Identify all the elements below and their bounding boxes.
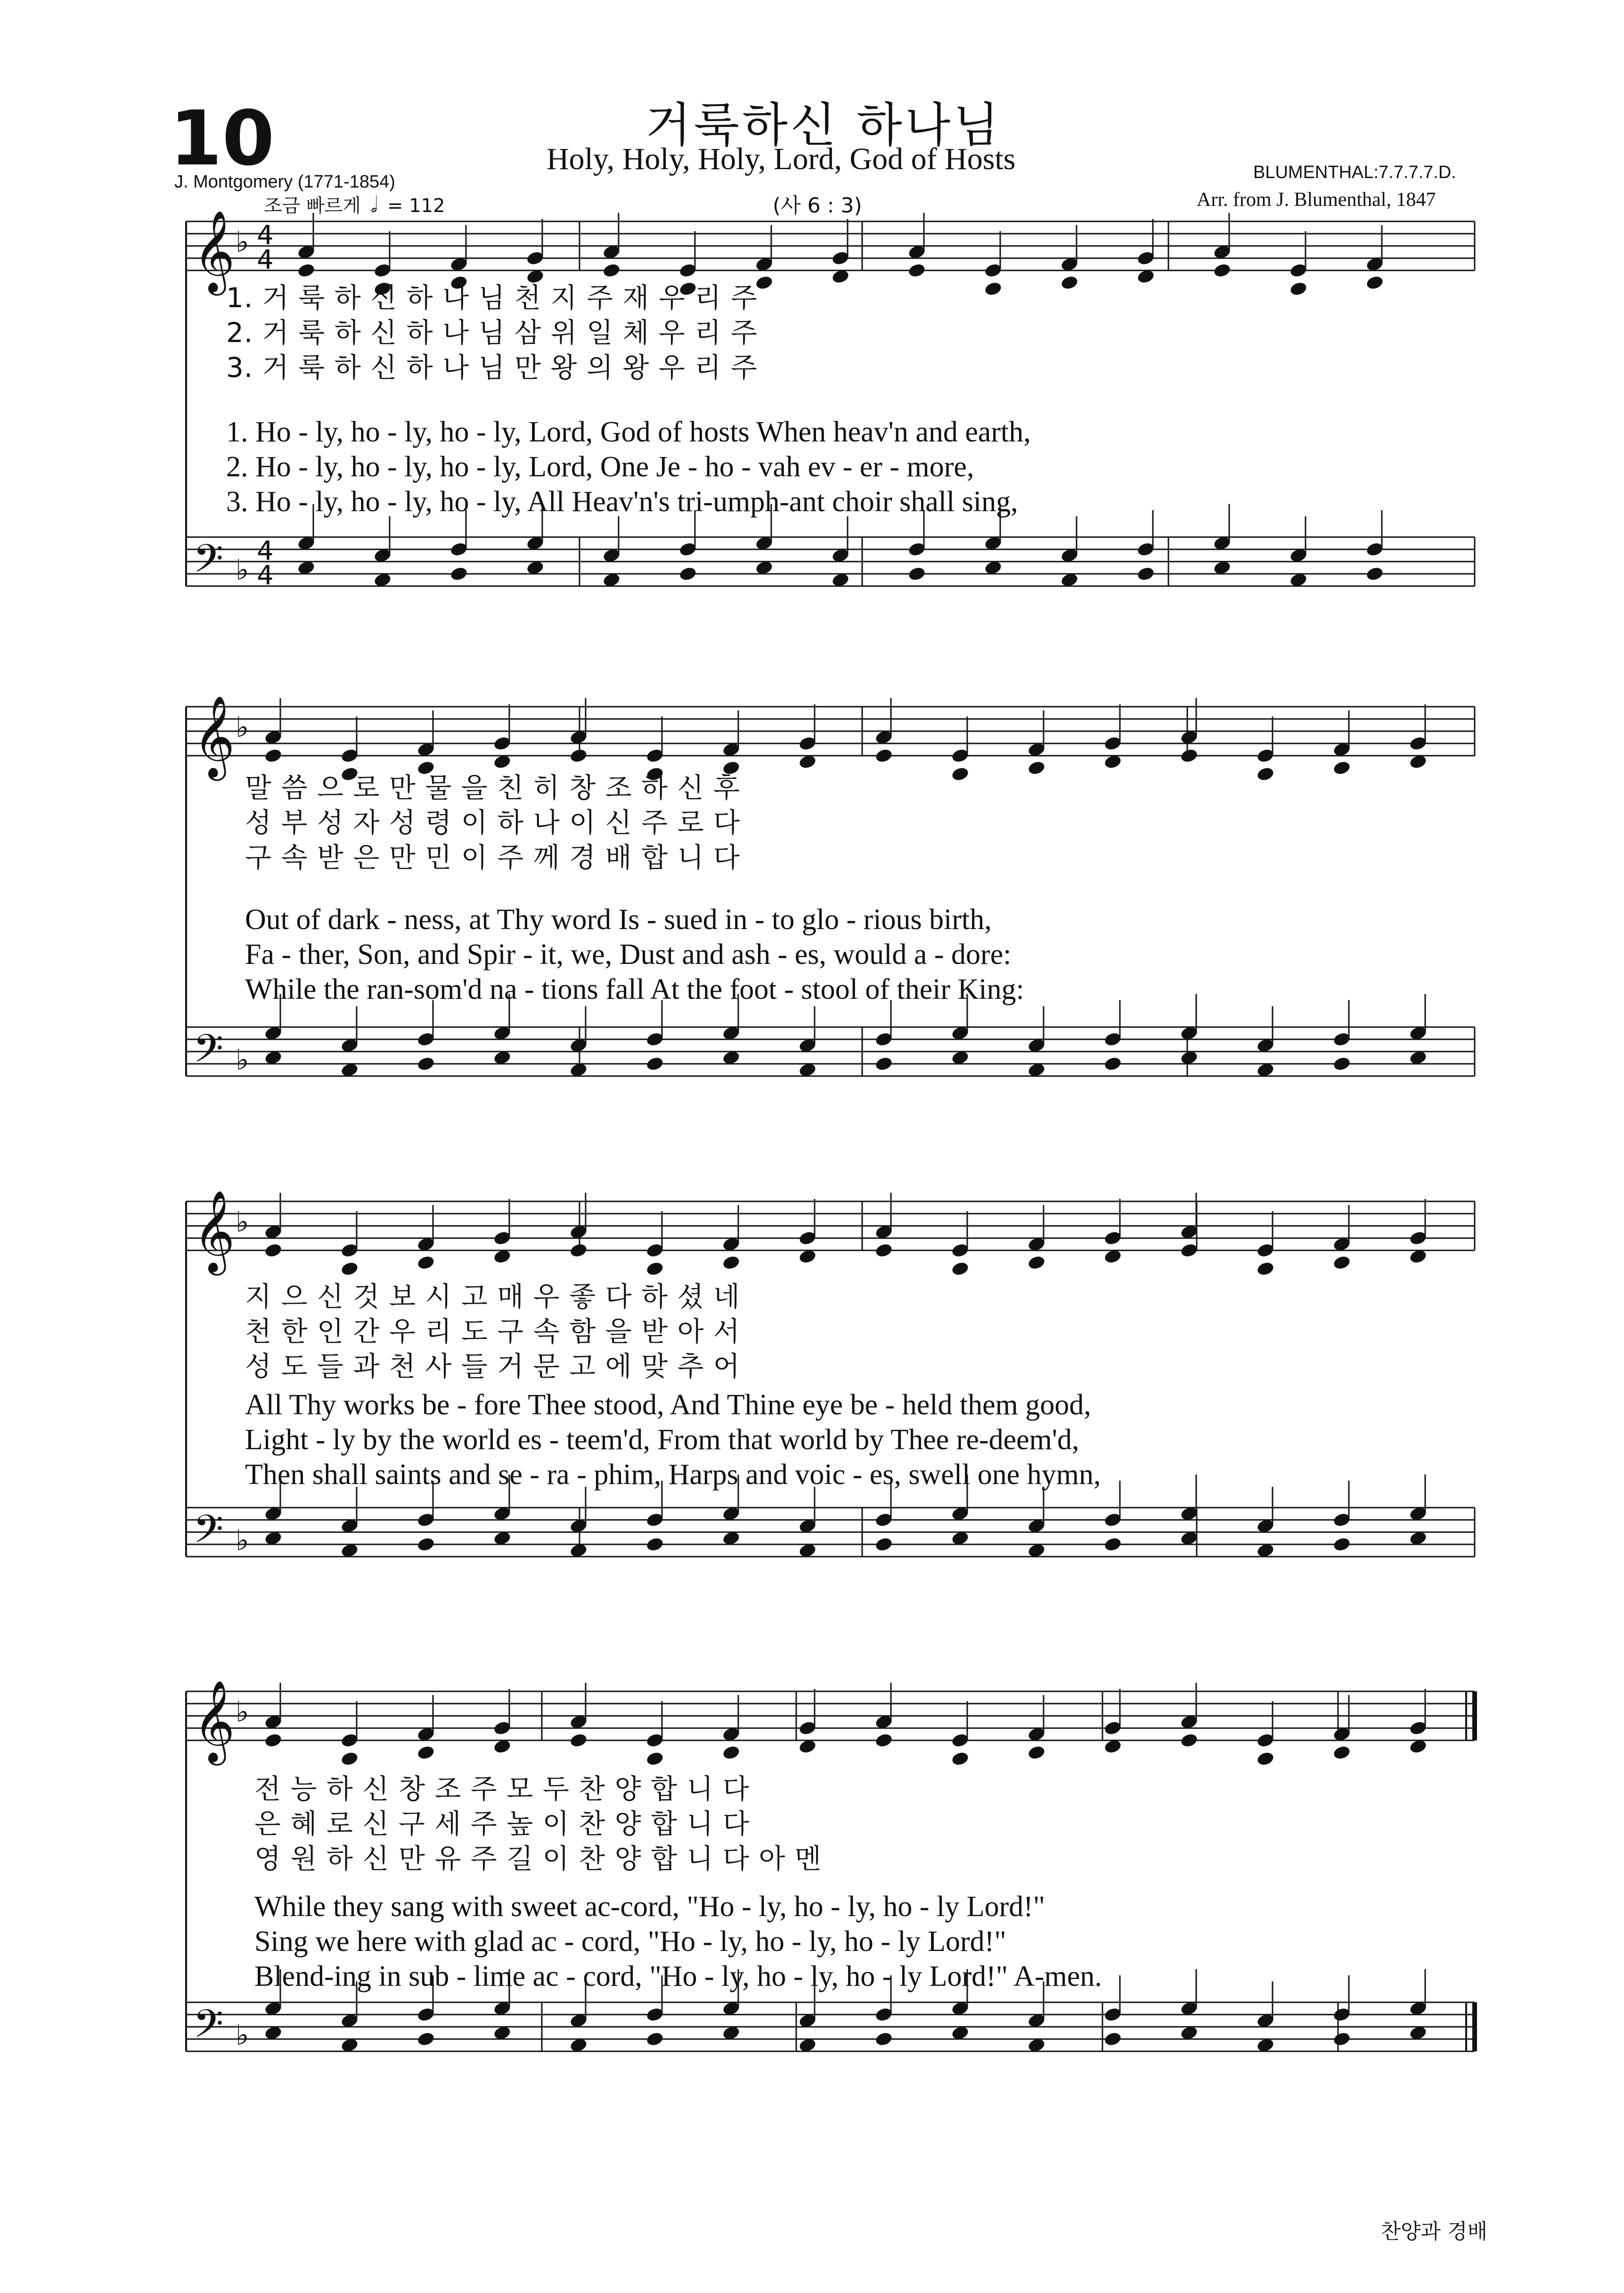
treble-notehead <box>1180 1732 1199 1748</box>
scripture-reference: (사 6 : 3) <box>773 194 862 218</box>
english-title: Holy, Holy, Holy, Lord, God of Hosts <box>547 142 1016 176</box>
bass-notehead <box>449 566 468 582</box>
source-footer: 찬양과 경배 <box>1380 2220 1487 2244</box>
bass-notehead <box>1136 566 1155 582</box>
flat-key-signature-icon: ♭ <box>236 1044 249 1077</box>
bass-notehead <box>645 1056 664 1072</box>
treble-notehead <box>416 1745 435 1761</box>
korean-lyrics-system-4 <box>254 1771 822 1876</box>
bass-notehead <box>1365 566 1384 582</box>
treble-notehead <box>1256 1751 1275 1767</box>
bass-clef-icon: 𝄢 <box>193 2001 224 2056</box>
english-lyrics-system-2 <box>245 902 1024 1007</box>
korean-lyrics-system-3 <box>245 1279 740 1384</box>
treble-notehead <box>907 262 926 278</box>
bass-notehead <box>416 2031 435 2047</box>
treble-clef-icon: 𝄞 <box>193 695 235 777</box>
treble-notehead <box>1180 1242 1199 1258</box>
bass-notehead <box>874 2031 893 2047</box>
korean-verse-line: 전 능 하 신 창 조 주 모 두 찬 양 합 니 다 <box>254 1773 750 1805</box>
treble-notehead <box>645 1751 664 1767</box>
treble-notehead <box>264 1242 283 1258</box>
english-verse-line: Fa - ther, Son, and Spir - it, we, Dust and ash - es, would a - dore: <box>245 938 1012 971</box>
english-lyrics-system-3 <box>245 1387 1101 1492</box>
korean-lyrics-system-1 <box>226 280 758 385</box>
treble-notehead <box>1256 1261 1275 1277</box>
flat-key-signature-icon: ♭ <box>236 1206 249 1239</box>
english-verse-line: Then shall saints and se - ra - phim, Harps and voic - es, swell one hymn, <box>245 1459 1101 1491</box>
english-verse-line: 3. Ho - ly, ho - ly, ho - ly, All Heav'n's tri-umph-ant choir shall sing, <box>226 486 1018 518</box>
treble-notehead <box>1213 262 1232 278</box>
tempo-text: 조금 빠르게 <box>264 195 361 217</box>
tune-name: BLUMENTHAL:7.7.7.7.D. <box>1253 163 1456 182</box>
korean-lyrics-system-2 <box>245 770 740 875</box>
treble-notehead <box>1332 1255 1351 1271</box>
treble-notehead <box>569 1242 588 1258</box>
flat-key-signature-icon: ♭ <box>236 1524 249 1557</box>
bass-clef-icon: 𝄢 <box>193 1026 224 1081</box>
korean-verse-line: 구 속 받 은 만 민 이 주 께 경 배 합 니 다 <box>245 841 741 873</box>
treble-notehead <box>1180 748 1199 764</box>
english-verse-line: Out of dark - ness, at Thy word Is - sued in - to glo - rious birth, <box>245 904 992 936</box>
korean-verse-line: 은 혜 로 신 구 세 주 높 이 찬 양 합 니 다 <box>254 1808 750 1840</box>
bass-notehead <box>907 566 926 582</box>
flat-key-signature-icon: ♭ <box>236 226 249 259</box>
bass-clef-icon: 𝄢 <box>193 1506 224 1561</box>
treble-notehead <box>722 1255 741 1271</box>
hymn-number: 10 <box>170 94 275 182</box>
english-verse-line: All Thy works be - fore Thee stood, And Thine eye be - held them good, <box>245 1389 1091 1421</box>
time-signature-icon: 4 <box>257 560 274 591</box>
english-verse-line: Light - ly by the world es - teem'd, From that world by Thee re-deem'd, <box>245 1424 1079 1456</box>
bass-notehead <box>874 1536 893 1552</box>
treble-clef-icon: 𝄞 <box>193 1680 235 1762</box>
bass-notehead <box>678 566 697 582</box>
bass-notehead <box>874 1056 893 1072</box>
treble-notehead <box>416 1255 435 1271</box>
treble-notehead <box>1027 1745 1046 1761</box>
arranger-credit: Arr. from J. Blumenthal, 1847 <box>1197 189 1436 211</box>
korean-verse-line: 지 으 신 것 보 시 고 매 우 좋 다 하 셨 네 <box>245 1281 741 1313</box>
treble-notehead <box>569 748 588 764</box>
treble-notehead <box>1027 760 1046 776</box>
treble-notehead <box>755 275 774 291</box>
english-verse-line: While they sang with sweet ac-cord, "Ho - ly, ho - ly, ho - ly Lord!" <box>254 1891 1045 1923</box>
bass-notehead <box>1103 1536 1122 1552</box>
treble-notehead <box>984 281 1003 297</box>
bass-notehead <box>416 1536 435 1552</box>
english-verse-line: 2. Ho - ly, ho - ly, ho - ly, Lord, One Je - ho - vah ev - er - more, <box>226 451 974 483</box>
treble-notehead <box>874 748 893 764</box>
treble-notehead <box>1027 1255 1046 1271</box>
korean-verse-line: 성 도 들 과 천 사 들 거 문 고 에 맞 추 어 <box>245 1350 741 1382</box>
bass-notehead <box>1332 2031 1351 2047</box>
english-verse-line: While the ran-som'd na - tions fall At the foot - stool of their King: <box>245 973 1024 1005</box>
english-lyrics-system-4 <box>254 1889 1102 1994</box>
bass-notehead <box>1332 1056 1351 1072</box>
treble-clef-icon: 𝄞 <box>193 1190 235 1272</box>
author-credit: J. Montgomery (1771-1854) <box>174 172 395 192</box>
treble-notehead <box>602 262 621 278</box>
korean-verse-line: 영 원 하 신 만 유 주 길 이 찬 양 합 니 다 아 멘 <box>254 1843 822 1875</box>
flat-key-signature-icon: ♭ <box>236 554 249 587</box>
treble-notehead <box>264 748 283 764</box>
treble-notehead <box>297 262 316 278</box>
english-lyrics-system-1 <box>226 415 1031 519</box>
treble-notehead <box>569 1732 588 1748</box>
bass-clef-icon: 𝄢 <box>193 536 224 591</box>
treble-notehead <box>264 1732 283 1748</box>
treble-notehead <box>1332 760 1351 776</box>
treble-notehead <box>874 1242 893 1258</box>
flat-key-signature-icon: ♭ <box>236 1696 249 1729</box>
korean-verse-line: 2. 거 룩 하 신 하 나 님 삼 위 일 체 우 리 주 <box>226 317 758 349</box>
treble-notehead <box>1365 275 1384 291</box>
korean-verse-line: 3. 거 룩 하 신 하 나 님 만 왕 의 왕 우 리 주 <box>226 351 758 384</box>
bass-notehead <box>1103 1056 1122 1072</box>
treble-notehead <box>1289 281 1308 297</box>
korean-verse-line: 성 부 성 자 성 령 이 하 나 이 신 주 로 다 <box>245 807 741 839</box>
treble-notehead <box>1332 1745 1351 1761</box>
treble-notehead <box>951 1261 970 1277</box>
treble-notehead <box>1256 766 1275 782</box>
treble-notehead <box>645 1261 664 1277</box>
bass-notehead <box>645 2031 664 2047</box>
treble-notehead <box>340 1261 359 1277</box>
bass-notehead <box>1103 2031 1122 2047</box>
treble-notehead <box>951 766 970 782</box>
treble-notehead <box>1060 275 1079 291</box>
treble-notehead <box>951 1751 970 1767</box>
flat-key-signature-icon: ♭ <box>236 2019 249 2052</box>
english-verse-line: Sing we here with glad ac - cord, "Ho - ly, ho - ly, ho - ly Lord!" <box>254 1926 1006 1958</box>
time-signature-icon: 4 <box>257 245 274 275</box>
korean-verse-line: 말 씀 으 로 만 물 을 친 히 창 조 하 신 후 <box>245 772 741 804</box>
treble-clef-icon: 𝄞 <box>193 210 235 292</box>
korean-verse-line: 1. 거 룩 하 신 하 나 님 천 지 주 재 우 리 주 <box>226 282 758 314</box>
treble-notehead <box>722 1745 741 1761</box>
korean-title: 거룩하신 하나님 <box>645 98 1002 153</box>
half-note-icon: 𝅗𝅥 <box>370 192 378 217</box>
bass-notehead <box>1332 1536 1351 1552</box>
time-signature-icon: 4 <box>257 536 274 566</box>
bass-notehead <box>416 1056 435 1072</box>
tempo-value: = 112 <box>387 195 445 217</box>
korean-verse-line: 천 한 인 간 우 리 도 구 속 함 을 받 아 서 <box>245 1315 741 1347</box>
english-verse-line: Blend-ing in sub - lime ac - cord, "Ho - ly, ho - ly, ho - ly Lord!" A-men. <box>254 1960 1102 1992</box>
time-signature-icon: 4 <box>257 220 274 251</box>
english-verse-line: 1. Ho - ly, ho - ly, ho - ly, Lord, God of hosts When heav'n and earth, <box>226 416 1031 448</box>
treble-notehead <box>874 1732 893 1748</box>
bass-notehead <box>645 1536 664 1552</box>
flat-key-signature-icon: ♭ <box>236 711 249 744</box>
treble-notehead <box>340 1751 359 1767</box>
